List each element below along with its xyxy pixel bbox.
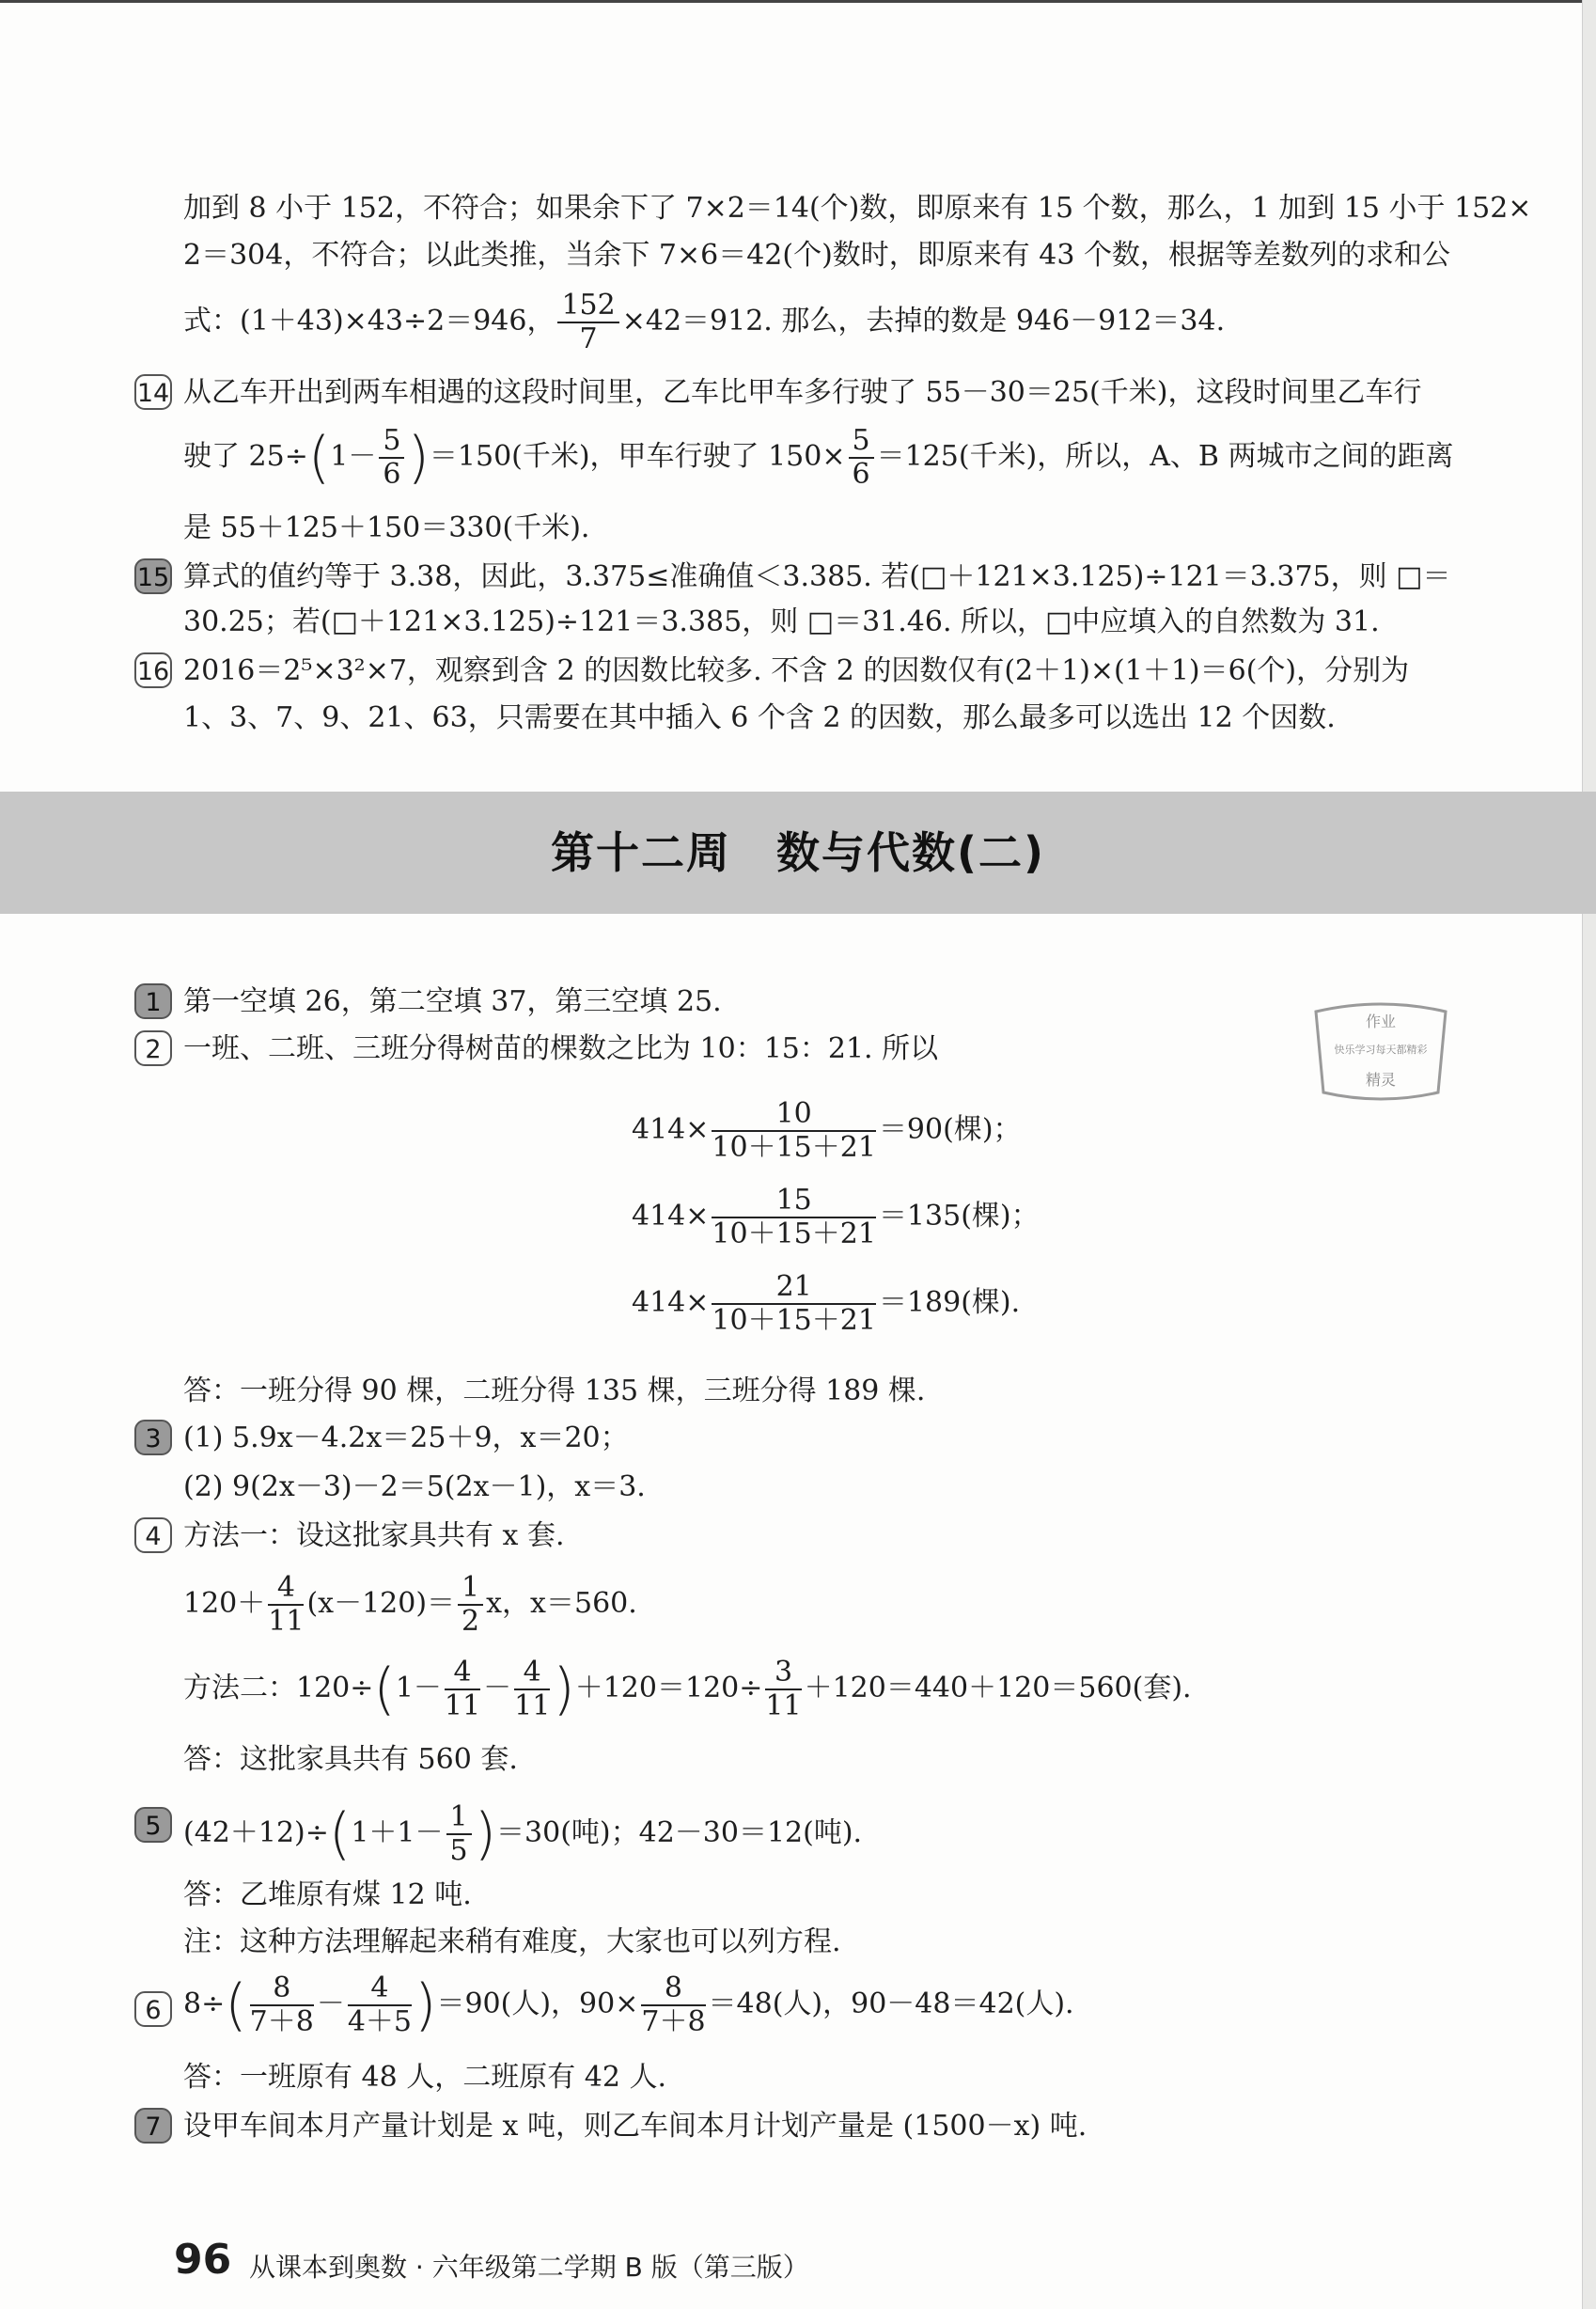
fraction (712, 1185, 876, 1250)
text-line: 2016＝2⁵×3²×7，观察到含 2 的因数比较多. 不含 2 的因数仅有(2＋1)×(1＋1)＝6(个)，分别为 (183, 654, 1410, 687)
question-number: 15 (134, 558, 172, 594)
question-number: 6 (134, 1991, 172, 2027)
text-segment: ＝90(人)，90× (436, 1987, 639, 2020)
note-line: 注：这种方法理解起来稍有难度，大家也可以列方程. (183, 1925, 841, 1958)
fraction (765, 1657, 801, 1722)
text-segment: 120＋ (183, 1587, 266, 1620)
text-segment: 414× (632, 1113, 710, 1146)
text-line: 30.25；若(□＋121×3.125)÷121＝3.385，则 □＝31.46. 所以，□中应填入的自然数为 31. (183, 605, 1380, 638)
denominator: 10＋15＋21 (712, 1217, 876, 1250)
fraction (712, 1098, 876, 1164)
text-segment: ＋120＝440＋120＝560(套). (804, 1672, 1192, 1704)
denominator: 7＋8 (249, 2005, 314, 2038)
denominator: 7 (579, 322, 598, 355)
text-segment: ＝189(棵). (878, 1286, 1021, 1319)
numerator: 4 (445, 1657, 480, 1690)
top-border (0, 0, 1596, 3)
numerator: 15 (712, 1185, 876, 1218)
text-segment: － (483, 1672, 512, 1704)
paren-open: ( (307, 425, 331, 491)
question-number: 14 (134, 374, 172, 410)
paren-close: ) (407, 425, 430, 491)
text-line: 方法一：设这批家具共有 x 套. (183, 1519, 565, 1552)
text-segment: 1－ (330, 440, 377, 473)
question-number: 5 (134, 1807, 172, 1843)
numerator: 5 (849, 425, 874, 459)
paren-open: ( (225, 1972, 247, 2038)
page-number: 96 (174, 2236, 232, 2284)
text-segment: x，x＝560. (486, 1587, 637, 1620)
fraction (445, 1657, 480, 1722)
text-segment: 驶了 25÷ (183, 440, 308, 473)
paren-close: ) (474, 1801, 497, 1867)
equation (183, 1801, 862, 1867)
denominator: 10＋15＋21 (712, 1304, 876, 1337)
text-segment: (x－120)＝ (306, 1587, 456, 1620)
question-number: 1 (134, 983, 172, 1019)
denominator: 6 (852, 458, 870, 491)
text-segment: － (316, 1987, 345, 2020)
text-segment: 1＋1－ (351, 1816, 444, 1849)
numerator: 4 (514, 1657, 550, 1690)
question-number: 4 (134, 1517, 172, 1553)
numerator: 5 (379, 425, 404, 459)
equation (183, 1572, 637, 1638)
text-line: 是 55＋125＋150＝330(千米). (183, 511, 590, 544)
denominator: 11 (444, 1689, 481, 1722)
text-line: 第一空填 26，第二空填 37，第三空填 25. (183, 985, 722, 1018)
fraction (514, 1657, 550, 1722)
fraction (250, 1972, 314, 2038)
text-segment: ＝30(吨)；42－30＝12(吨). (496, 1816, 863, 1849)
svg-text:精灵: 精灵 (1365, 1071, 1397, 1089)
page-edge (1582, 0, 1596, 2309)
text-segment: 414× (632, 1286, 710, 1319)
fraction (348, 1972, 412, 2038)
svg-text:作业: 作业 (1365, 1013, 1397, 1030)
question-number: 16 (134, 652, 172, 688)
equation (632, 1185, 1040, 1250)
equation (632, 1271, 1020, 1337)
denominator: 5 (449, 1834, 468, 1867)
denominator: 7＋8 (641, 2005, 706, 2038)
text-segment: ＝90(棵)； (878, 1113, 1022, 1146)
fraction (268, 1572, 304, 1638)
denominator: 6 (383, 458, 401, 491)
paren-open: ( (328, 1801, 352, 1867)
text-line: 设甲车间本月产量计划是 x 吨，则乙车间本月计划产量是 (1500－x) 吨. (183, 2110, 1087, 2143)
denominator: 11 (268, 1605, 305, 1638)
text-segment: ＝150(千米)，甲车行驶了 150× (429, 440, 846, 473)
fraction (641, 1972, 705, 2038)
text-line: (1) 5.9x－4.2x＝25＋9，x＝20； (183, 1422, 629, 1454)
fraction (557, 290, 618, 355)
equation (183, 1657, 1192, 1722)
denominator: 11 (514, 1689, 551, 1722)
text-line: 加到 8 小于 152，不符合；如果余下了 7×2＝14(个)数，即原来有 15 个数，那么，1 加到 15 小于 152× (183, 192, 1532, 225)
question-number: 3 (134, 1420, 172, 1455)
text-segment: 8÷ (183, 1987, 226, 2020)
fraction (379, 425, 404, 491)
numerator: 4 (268, 1572, 304, 1606)
fraction (446, 1801, 472, 1867)
text-segment: 方法二：120÷ (183, 1672, 374, 1704)
text-segment: ＝135(棵)； (878, 1200, 1040, 1233)
fraction (712, 1271, 876, 1337)
text-line: (2) 9(2x－3)－2＝5(2x－1)，x＝3. (183, 1470, 646, 1503)
denominator: 10＋15＋21 (712, 1131, 876, 1164)
numerator: 8 (250, 1972, 314, 2006)
equation (632, 1098, 1022, 1164)
denominator: 2 (462, 1605, 480, 1638)
text-segment: (42＋12)÷ (183, 1816, 329, 1849)
answer-line: 答：乙堆原有煤 12 吨. (183, 1878, 472, 1911)
numerator: 4 (348, 1972, 412, 2006)
paren-close: ) (553, 1657, 575, 1722)
text-line: 从乙车开出到两车相遇的这段时间里，乙车比甲车多行驶了 55－30＝25(千米)，这段时间里乙车行 (183, 376, 1422, 409)
text-line (183, 425, 1454, 491)
book-title: 从课本到奥数 · 六年级第二学期 B 版（第三版） (249, 2252, 809, 2283)
text-line: 算式的值约等于 3.38，因此，3.375≤准确值＜3.385. 若(□＋121×3.125)÷121＝3.375，则 □＝ (183, 560, 1451, 593)
homework-stamp-logo (1307, 995, 1455, 1109)
svg-text:快乐学习每天都精彩: 快乐学习每天都精彩 (1334, 1044, 1428, 1056)
fraction (458, 1572, 483, 1638)
text-line: 一班、二班、三班分得树苗的棵数之比为 10：15：21. 所以 (183, 1032, 939, 1065)
numerator: 21 (712, 1271, 876, 1305)
text-segment: 式：(1＋43)×43÷2＝946， (183, 305, 555, 338)
numerator: 8 (641, 1972, 705, 2006)
text-line: 1、3、7、9、21、63，只需要在其中插入 6 个含 2 的因数，那么最多可以选出 12 个因数. (183, 701, 1336, 734)
text-segment: ＝125(千米)，所以，A、B 两城市之间的距离 (876, 440, 1454, 473)
denominator: 11 (765, 1689, 802, 1722)
denominator: 4＋5 (347, 2005, 413, 2038)
question-number: 7 (134, 2108, 172, 2144)
section-title: 第十二周 数与代数(二) (550, 827, 1046, 878)
numerator: 1 (458, 1572, 483, 1606)
text-segment: ×42＝912. 那么，去掉的数是 946－912＝34. (621, 305, 1226, 338)
numerator: 1 (446, 1801, 472, 1835)
text-segment: 414× (632, 1200, 710, 1233)
text-segment: 1－ (395, 1672, 442, 1704)
numerator: 3 (765, 1657, 801, 1690)
paren-open: ( (373, 1657, 396, 1722)
fraction (849, 425, 874, 491)
numerator: 10 (712, 1098, 876, 1132)
question-number: 2 (134, 1030, 172, 1066)
numerator: 152 (557, 290, 618, 323)
text-segment: ＋120＝120÷ (574, 1672, 763, 1704)
text-line: 2＝304，不符合；以此类推，当余下 7×6＝42(个)数时，即原来有 43 个数，根据等差数列的求和公 (183, 239, 1451, 272)
equation (183, 1972, 1074, 2038)
paren-close: ) (415, 1972, 437, 2038)
answer-line: 答：一班分得 90 棵，二班分得 135 棵，三班分得 189 棵. (183, 1374, 926, 1407)
text-line (183, 290, 1225, 355)
answer-line: 答：这批家具共有 560 套. (183, 1743, 518, 1776)
text-segment: ＝48(人)，90－48＝42(人). (708, 1987, 1074, 2020)
answer-line: 答：一班原有 48 人，二班原有 42 人. (183, 2061, 667, 2094)
